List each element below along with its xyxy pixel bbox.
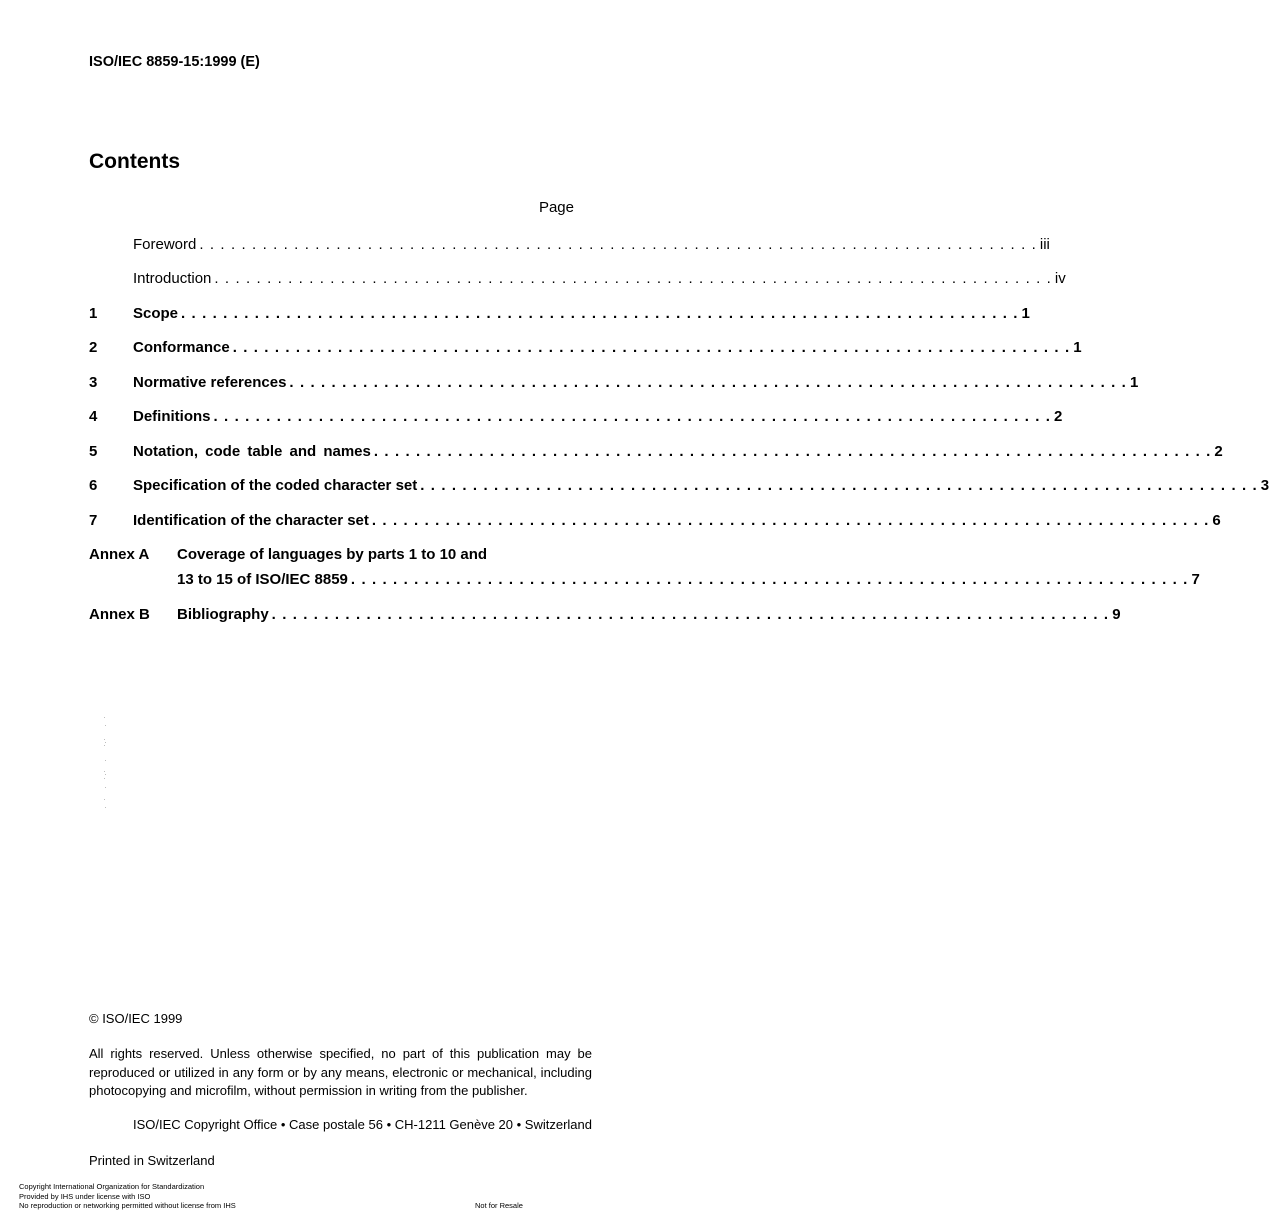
toc-entry-annex-b[interactable] xyxy=(89,606,1121,628)
toc-entry-annex-a-continuation[interactable] xyxy=(177,571,1200,593)
dot-leader: . . . . . . . . . . . . . . . . . . . . . . . . . . . . . . . . . . . . . . . . . . . . . . . . . . . . . . . . . . . . . . . . . . . . . . . . . . . . . . . . xyxy=(199,236,1037,253)
toc-entry-page: 3 xyxy=(1260,477,1269,494)
dot-leader: . . . . . . . . . . . . . . . . . . . . . . . . . . . . . . . . . . . . . . . . . . . . . . . . . . . . . . . . . . . . . . . . . . . . . . . . . . . . . . . . xyxy=(271,606,1110,623)
document-id: ISO/IEC 8859-15:1999 (E) xyxy=(89,54,260,70)
toc-entry-title: Identification of the character set xyxy=(133,512,369,529)
dot-leader: . . . . . . . . . . . . . . . . . . . . . . . . . . . . . . . . . . . . . . . . . . . . . . . . . . . . . . . . . . . . . . . . . . . . . . . . . . . . . . . . xyxy=(371,512,1210,529)
license-footer-line: No reproduction or networking permitted without license from IHS xyxy=(19,1201,236,1210)
toc-entry-page: 6 xyxy=(1212,512,1221,529)
dot-leader: . . . . . . . . . . . . . . . . . . . . . . . . . . . . . . . . . . . . . . . . . . . . . . . . . . . . . . . . . . . . . . . . . . . . . . . . . . . . . . . . xyxy=(289,374,1127,391)
printed-location: Printed in Switzerland xyxy=(89,1153,215,1168)
toc-entry-title: Foreword xyxy=(133,236,197,253)
toc-entry-title-continued: 13 to 15 of ISO/IEC 8859 xyxy=(177,571,348,588)
toc-entry-foreword[interactable] xyxy=(89,236,1050,258)
toc-entry-number: Annex B xyxy=(89,606,150,623)
toc-entry-number: Annex A xyxy=(89,546,150,563)
toc-entry-page: 9 xyxy=(1112,606,1121,623)
toc-entry-page: 7 xyxy=(1191,571,1200,588)
toc-entry-number: 5 xyxy=(89,443,98,460)
dot-leader: . . . . . . . . . . . . . . . . . . . . . . . . . . . . . . . . . . . . . . . . . . . . . . . . . . . . . . . . . . . . . . . . . . . . . . . . . . . . . . . . xyxy=(181,305,1019,322)
toc-entry-introduction[interactable] xyxy=(89,270,1066,292)
license-footer-line: Provided by IHS under license with ISO xyxy=(19,1191,151,1201)
toc-entry-annex-a[interactable] xyxy=(89,546,574,568)
toc-entry-page: iii xyxy=(1039,236,1050,253)
copyright-office-address: ISO/IEC Copyright Office • Case postale 56 • CH-1211 Genève 20 • Switzerland xyxy=(132,1117,592,1132)
toc-entry-normative-references[interactable] xyxy=(89,374,1139,396)
toc-entry-title: Conformance xyxy=(133,339,230,356)
toc-entry-page: 1 xyxy=(1073,339,1082,356)
toc-entry-scope[interactable] xyxy=(89,305,1030,327)
toc-entry-specification[interactable] xyxy=(89,477,1269,499)
toc-entry-number: 7 xyxy=(89,512,98,529)
toc-entry-page: 1 xyxy=(1021,305,1030,322)
copyright-notice: © ISO/IEC 1999 xyxy=(89,1011,183,1026)
toc-entry-page: 2 xyxy=(1054,408,1063,425)
dot-leader: . . . . . . . . . . . . . . . . . . . . . . . . . . . . . . . . . . . . . . . . . . . . . . . . . . . . . . . . . . . . . . . . . . . . . . . . . . . . . . . . xyxy=(213,408,1052,425)
rights-statement: All rights reserved. Unless otherwise specified, no part of this publication may be reproduced or utilized in any form or by any means, electronic or mechanical, including photocopying and microfilm, without permission in writing from the publisher. xyxy=(89,1046,592,1098)
page-column-label: Page xyxy=(538,199,574,216)
dot-leader: . . . . . . . . . . . . . . . . . . . . . . . . . . . . . . . . . . . . . . . . . . . . . . . . . . . . . . . . . . . . . . . . . . . . . . . . . . . . . . . . xyxy=(420,477,1258,494)
toc-entry-title: Introduction xyxy=(133,270,212,287)
scan-artifact-marks xyxy=(102,715,108,815)
toc-entry-title: Bibliography xyxy=(177,606,269,623)
toc-entry-title: Definitions xyxy=(133,408,211,425)
toc-entry-title: Notation, code table and names xyxy=(133,443,371,460)
toc-entry-number: 4 xyxy=(89,408,98,425)
license-footer xyxy=(19,1182,236,1211)
dot-leader: . . . . . . . . . . . . . . . . . . . . . . . . . . . . . . . . . . . . . . . . . . . . . . . . . . . . . . . . . . . . . . . . . . . . . . . . . . . . . . . . xyxy=(214,270,1052,287)
dot-leader: . . . . . . . . . . . . . . . . . . . . . . . . . . . . . . . . . . . . . . . . . . . . . . . . . . . . . . . . . . . . . . . . . . . . . . . . . . . . . . . . xyxy=(232,339,1071,356)
dot-leader: . . . . . . . . . . . . . . . . . . . . . . . . . . . . . . . . . . . . . . . . . . . . . . . . . . . . . . . . . . . . . . . . . . . . . . . . . . . . . . . . xyxy=(350,571,1189,588)
page-title: Contents xyxy=(89,150,180,173)
toc-entry-page: 2 xyxy=(1214,443,1223,460)
toc-entry-title: Specification of the coded character set xyxy=(133,477,418,494)
not-for-resale-label: Not for Resale xyxy=(475,1201,523,1210)
toc-entry-number: 3 xyxy=(89,374,98,391)
toc-entry-definitions[interactable] xyxy=(89,408,1063,430)
toc-entry-page: 1 xyxy=(1129,374,1139,391)
toc-entry-number: 1 xyxy=(89,305,98,322)
dot-leader: . . . . . . . . . . . . . . . . . . . . . . . . . . . . . . . . . . . . . . . . . . . . . . . . . . . . . . . . . . . . . . . . . . . . . . . . . . . . . . . . xyxy=(373,443,1212,460)
toc-entry-conformance[interactable] xyxy=(89,339,1082,361)
toc-entry-notation[interactable] xyxy=(89,443,1223,465)
license-footer-line: Copyright International Organization for Standardization xyxy=(19,1182,205,1191)
toc-entry-number: 6 xyxy=(89,477,98,494)
toc-entry-page: iv xyxy=(1054,270,1066,287)
toc-entry-number: 2 xyxy=(89,339,98,356)
toc-entry-title: Scope xyxy=(133,305,179,322)
toc-entry-title: Coverage of languages by parts 1 to 10 and xyxy=(177,546,488,563)
toc-entry-title: Normative references xyxy=(133,374,287,391)
toc-entry-identification[interactable] xyxy=(89,512,1221,534)
